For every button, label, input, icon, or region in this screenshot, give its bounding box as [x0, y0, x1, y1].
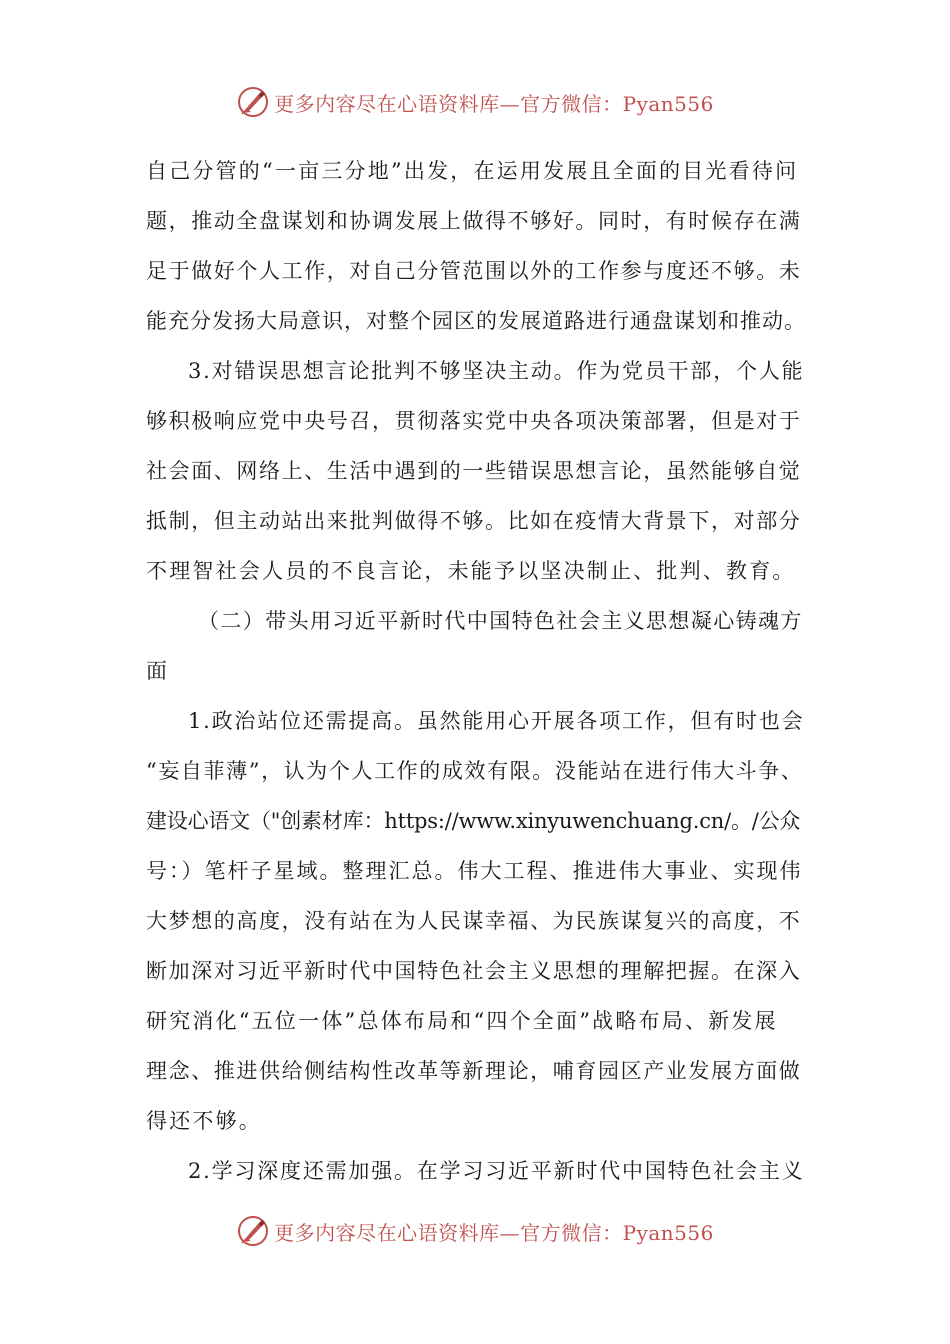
text-line: 建设心语文（"创素材库：https://www.xinyuwenchuang.cn/。/公众 [146, 809, 801, 833]
header-banner-text: 更多内容尽在心语资料库—官方微信：Pyan556 [274, 91, 714, 116]
text-line: 自己分管的“一亩三分地”出发，在运用发展且全面的目光看待问 [146, 159, 799, 183]
section-heading-line: 面 [146, 659, 170, 683]
pen-logo-icon [236, 1214, 270, 1248]
header-banner [0, 82, 950, 122]
text-line: 得还不够。 [146, 1109, 262, 1133]
text-line: 理念、推进供给侧结构性改革等新理论，哺育园区产业发展方面做 [146, 1059, 802, 1083]
text-line: 大梦想的高度，没有站在为人民谋幸福、为民族谋复兴的高度，不 [146, 909, 802, 933]
text-line: 抵制，但主动站出来批判做得不够。比如在疫情大背景下，对部分 [146, 509, 802, 533]
text-line: “妄自菲薄”，认为个人工作的成效有限。没能站在进行伟大斗争、 [146, 759, 804, 783]
paragraph-start-line: 1.政治站位还需提高。虽然能用心开展各项工作，但有时也会 [188, 709, 805, 733]
pen-logo-icon [236, 85, 270, 119]
paragraph-start-line: 3.对错误思想言论批判不够坚决主动。作为党员干部，个人能 [188, 359, 805, 383]
text-line: 不理智社会人员的不良言论，未能予以坚决制止、批判、教育。 [146, 559, 796, 583]
text-line: 号：）笔杆子星域。整理汇总。伟大工程、推进伟大事业、实现伟 [146, 859, 803, 883]
footer-banner-text: 更多内容尽在心语资料库—官方微信：Pyan556 [274, 1220, 714, 1245]
text-line: 题，推动全盘谋划和协调发展上做得不够好。同时，有时候存在满 [146, 209, 802, 233]
text-line: 研究消化“五位一体”总体布局和“四个全面”战略布局、新发展 [146, 1009, 778, 1033]
paragraph-start-line: 2.学习深度还需加强。在学习习近平新时代中国特色社会主义 [188, 1159, 805, 1183]
text-line: 断加深对习近平新时代中国特色社会主义思想的理解把握。在深入 [146, 959, 802, 983]
document-body [146, 146, 806, 1196]
text-line: 能充分发扬大局意识，对整个园区的发展道路进行通盘谋划和推动。 [146, 309, 806, 333]
text-line: 够积极响应党中央号召，贯彻落实党中央各项决策部署，但是对于 [146, 409, 802, 433]
text-line: 社会面、网络上、生活中遇到的一些错误思想言论，虽然能够自觉 [146, 459, 802, 483]
text-line: 足于做好个人工作，对自己分管范围以外的工作参与度还不够。未 [146, 259, 802, 283]
footer-banner [0, 1211, 950, 1251]
section-heading-line: （二）带头用习近平新时代中国特色社会主义思想凝心铸魂方 [198, 609, 803, 633]
